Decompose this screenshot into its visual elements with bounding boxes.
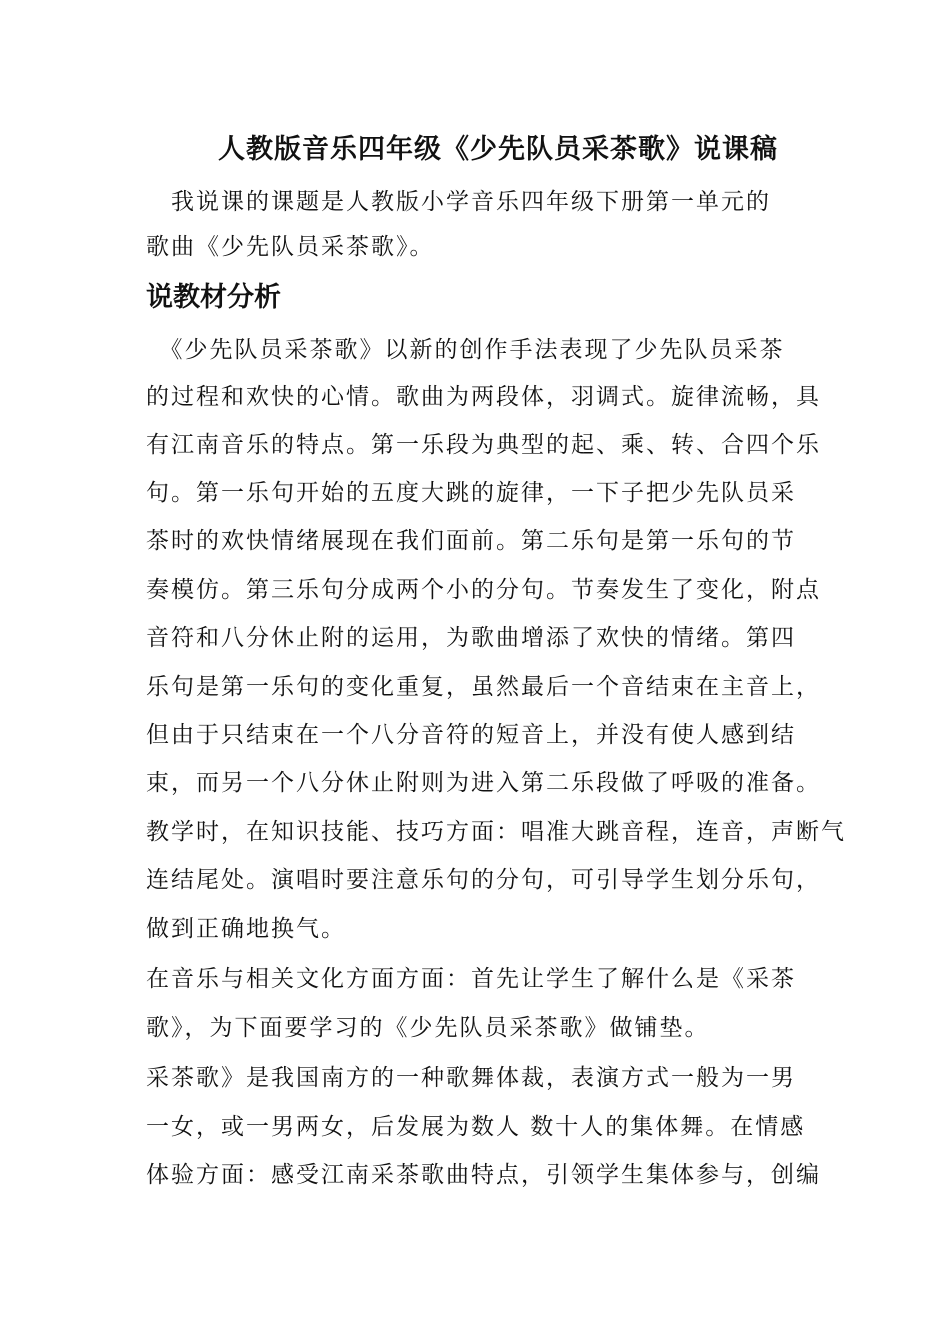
intro-line: 歌曲《少先队员采茶歌》。 [146, 234, 435, 260]
body-line: 句。第一乐句开始的五度大跳的旋律，一下子把少先队员采 [146, 480, 796, 506]
body-line: 的过程和欢快的心情。歌曲为两段体，羽调式。旋律流畅，具 [146, 384, 821, 410]
body-line: 《少先队员采茶歌》以新的创作手法表现了少先队员采茶 [146, 337, 785, 363]
body-line: 茶时的欢快情绪展现在我们面前。第二乐句是第一乐句的节 [146, 528, 796, 554]
body-line: 在音乐与相关文化方面方面：首先让学生了解什么是《采茶 [146, 966, 796, 992]
body-line: 连结尾处。演唱时要注意乐句的分句，可引导学生划分乐句， [146, 867, 821, 893]
body-line: 有江南音乐的特点。第一乐段为典型的起、乘、转、合四个乐 [146, 432, 821, 458]
body-line: 体验方面：感受江南采茶歌曲特点，引领学生集体参与，创编 [146, 1162, 821, 1188]
body-line: 但由于只结束在一个八分音符的短音上，并没有使人感到结 [146, 722, 796, 748]
section-heading: 说教材分析 [146, 282, 281, 313]
body-line: 做到正确地换气。 [146, 916, 346, 942]
body-line: 教学时，在知识技能、技巧方面：唱准大跳音程，连音，声断气 [146, 819, 846, 845]
body-line: 奏模仿。第三乐句分成两个小的分句。节奏发生了变化，附点 [146, 577, 821, 603]
body-line: 采茶歌》是我国南方的一种歌舞体裁，表演方式一般为一男 [146, 1065, 796, 1091]
body-line: 束，而另一个八分休止附则为进入第二乐段做了呼吸的准备。 [146, 770, 821, 796]
body-line: 歌》，为下面要学习的《少先队员采茶歌》做铺垫。 [146, 1015, 710, 1041]
intro-line: 我说课的课题是人教版小学音乐四年级下册第一单元的 [146, 189, 771, 215]
document-title: 人教版音乐四年级《少先队员采茶歌》说课稿 [218, 134, 778, 165]
body-line: 乐句是第一乐句的变化重复，虽然最后一个音结束在主音上， [146, 674, 821, 700]
body-line: 一女，或一男两女，后发展为数人 数十人的集体舞。在情感 [146, 1114, 806, 1140]
body-line: 音符和八分休止附的运用，为歌曲增添了欢快的情绪。第四 [146, 625, 796, 651]
